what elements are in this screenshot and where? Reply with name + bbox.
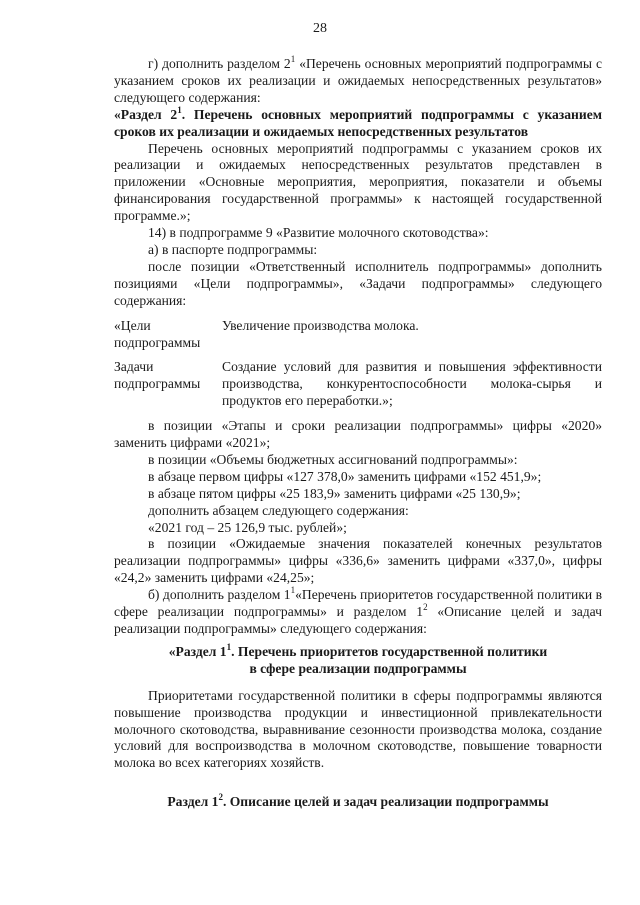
passport-row-value: Создание условий для развития и повышения эффективности производства, конкурентоспособности молока-сырья и продуктов его переработки.»; [222,359,602,409]
page-body [114,56,602,811]
passport-row-tasks [114,359,602,410]
text-run: «Раздел 2 [114,106,178,122]
passport-row-name: «Цели подпрограммы [114,317,201,350]
passport-row-goals [114,318,602,352]
superscript: 2 [423,602,428,613]
section-heading-1-2 [114,794,602,811]
passport-row-value: Увеличение производства молока. [222,317,419,333]
section-heading-1-1 [114,641,602,678]
text-run: «Перечень основных мероприятий подпрограммы с указанием сроков их реализации и ожидаемых непосредственных результатов» следующего содержания: [114,56,602,105]
paragraph-fifth-abzac: в абзаце пятом цифры «25 183,9» заменить цифрами «25 130,9»; [148,485,521,501]
text-run: . Перечень приоритетов государственной политики [231,643,548,659]
text-run: б) дополнить разделом 1 [148,587,291,603]
paragraph-priorities: Приоритетами государственной политики в сферы подпрограммы являются повышение производства продукции и инвестиционной привлекательности молочного скотоводства, выравнивание сезонности производства молока, создание условий для воспроизводства в молочном скотоводстве, повышение товарности молока во всех категориях хозяйств. [114,687,602,771]
paragraph-budget: в позиции «Объемы бюджетных ассигнований подпрограммы»: [148,451,518,467]
passport-table [114,318,602,411]
heading-line: в сфере реализации подпрограммы [249,660,467,676]
superscript: 1 [290,585,296,596]
text-run: . Перечень основных мероприятий подпрограммы с указанием сроков их реализации и ожидаемых непосредственных результатов [114,106,602,139]
text-run: . Описание целей и задач реализации подпрограммы [222,794,549,810]
paragraph-add-section-2-1 [114,56,602,107]
section-heading-2-1 [114,104,602,141]
text-run: «Раздел 1 [168,643,227,659]
superscript: 1 [226,641,232,652]
text-run: «Описание целей и задач реализации подпрограммы» следующего содержания: [114,604,602,636]
superscript: 1 [177,104,182,115]
passport-row-name: Задачи подпрограммы [114,359,201,392]
text-run: г) дополнить разделом 2 [148,56,291,71]
paragraph-first-abzac: в абзаце первом цифры «127 378,0» заменить цифрами «152 451,9»; [148,468,542,484]
heading-line [114,641,602,661]
text-run: Раздел 1 [167,794,219,810]
paragraph-2021: «2021 год – 25 126,9 тыс. рублей»; [148,519,347,535]
paragraph-add-section-1-1 [114,587,602,638]
paragraph-item-a: а) в паспорте подпрограммы: [148,241,318,257]
text-run: «Перечень приоритетов государственной политики в сфере реализации подпрограммы» и разделом 1 [114,587,603,620]
page-number: 28 [313,21,327,36]
paragraph-after-position: после позиции «Ответственный исполнитель подпрограммы» дополнить позициями «Цели подпрограммы», «Задачи подпрограммы» следующего содержания: [114,258,602,308]
paragraph-item-14: 14) в подпрограмме 9 «Развитие молочного скотоводства»: [148,225,489,241]
paragraph-measures-list: Перечень основных мероприятий подпрограммы с указанием сроков их реализации и ожидаемых непосредственных результатов представлен в приложении «Основные мероприятия, мероприятия, показатели и объемы финансирования государственной программы» к настоящей государственной программе.»; [114,140,602,224]
superscript: 1 [290,54,296,64]
paragraph-add-abzac: дополнить абзацем следующего содержания: [148,502,409,518]
superscript: 2 [218,792,223,803]
paragraph-stages: в позиции «Этапы и сроки реализации подпрограммы» цифры «2020» заменить цифрами «2021»; [114,418,602,451]
paragraph-expected-values: в позиции «Ожидаемые значения показателей конечных результатов реализации подпрограммы» цифры «336,6» заменить цифрами «337,0», цифры «24,2» заменить цифрами «24,25»; [114,536,602,586]
